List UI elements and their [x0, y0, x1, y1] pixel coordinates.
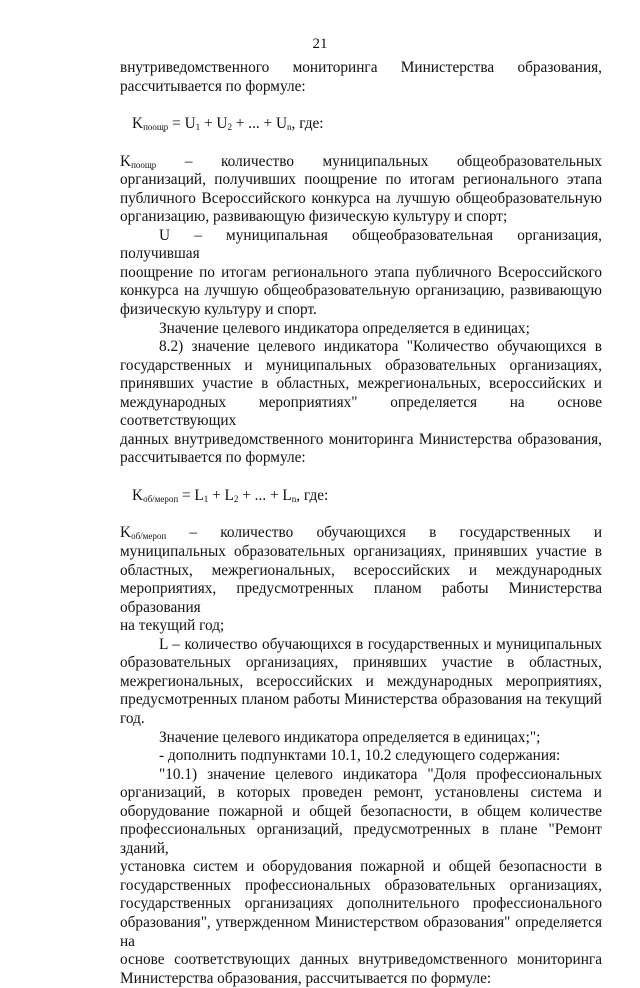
- formula-subscript: об/мероп: [143, 493, 179, 504]
- text-line: государственных профессиональных образовательных организациях,: [120, 876, 602, 894]
- text-line: межрегиональных, всероссийских и международных мероприятиях,: [120, 672, 602, 690]
- text-line: принявших участие в областных, межрегиональных, всероссийских и: [120, 375, 602, 393]
- text-line: год.: [120, 709, 145, 727]
- text-line: на текущий год;: [120, 617, 225, 635]
- formula-symbol: K: [120, 524, 132, 542]
- formula-term: + ... + L: [238, 486, 292, 504]
- text-line: организаций, в которых проведен ремонт, установлены система и: [120, 784, 602, 802]
- text-line: [120, 153, 602, 172]
- text-line: муниципальных образовательных организациях, принявших участие в: [120, 543, 602, 561]
- definition-l: [120, 636, 602, 729]
- text-line: предусмотренных планом работы Министерства образования на текущий: [120, 691, 602, 709]
- definition-k-ob-merop: [120, 524, 602, 635]
- text-line: государственных и муниципальных образовательных организациях,: [120, 356, 602, 374]
- formula-symbol: K: [132, 115, 144, 133]
- formula-subscript: поощр: [143, 122, 169, 133]
- formula-k-ob-merop: [120, 487, 602, 506]
- formula-symbol: K: [132, 486, 144, 504]
- paragraph-8-2: [120, 338, 602, 468]
- text-line: рассчитывается по формуле:: [120, 449, 306, 467]
- text-line: оборудование пожарной и общей безопасности, в общем количестве: [120, 802, 602, 820]
- text-line: профессиональных организаций, предусмотренных в плане "Ремонт зданий,: [120, 821, 602, 857]
- indicator-units-note: Значение целевого индикатора определяется в единицах;";: [159, 728, 541, 746]
- text-line: образования", утвержденном Министерством образования" определяется на: [120, 913, 602, 950]
- indicator-units-note: Значение целевого индикатора определяется в единицах;: [159, 319, 530, 337]
- text-line: U – муниципальная общеобразовательная организация, получившая: [120, 226, 602, 263]
- formula-term: = L: [178, 486, 204, 504]
- formula-term: + L: [208, 486, 234, 504]
- text-line: 8.2) значение целевого индикатора "Количество обучающихся в: [159, 338, 602, 356]
- text-line: Министерства образования, рассчитывается по формуле:: [120, 969, 492, 987]
- formula-term: , где:: [296, 486, 329, 504]
- amendment-line: - дополнить подпунктами 10.1, 10.2 следующего содержания:: [159, 747, 561, 765]
- text-line: образовательных организациях, принявших участие в областных,: [120, 654, 602, 672]
- text-line: физическую культуру и спорт.: [120, 301, 317, 319]
- text-line: государственных организациях дополнительного профессионального: [120, 895, 602, 913]
- text-line: поощрение по итогам регионального этапа публичного Всероссийского: [120, 263, 602, 281]
- formula-subscript: об/мероп: [131, 531, 167, 542]
- formula-subscript: поощр: [131, 159, 157, 170]
- formula-subscript: 1: [195, 122, 201, 133]
- text-line: публичного Всероссийского конкурса на лучшую общеобразовательную: [120, 189, 602, 207]
- page-number: 21: [312, 36, 328, 52]
- formula-symbol: K: [120, 152, 132, 170]
- text-line: рассчитывается по формуле:: [120, 77, 306, 95]
- document-body: [120, 59, 602, 988]
- formula-subscript: 2: [233, 493, 239, 504]
- text-line: установка систем и оборудования пожарной и общей безопасности в: [120, 858, 602, 876]
- text-line: [120, 524, 602, 543]
- formula-subscript: n: [287, 122, 292, 133]
- text-fragment: – количество обучающихся в государственных и: [166, 524, 602, 542]
- text-line: мероприятиях, предусмотренных планом работы Министерства образования: [120, 580, 602, 616]
- formula-term: + ... + U: [231, 115, 288, 133]
- text-line: внутриведомственного мониторинга Министерства образования,: [120, 59, 602, 76]
- paragraph-10-1: [120, 766, 602, 988]
- text-line: данных внутриведомственного мониторинга Министерства образования,: [120, 430, 602, 448]
- formula-term: + U: [200, 115, 228, 133]
- formula-k-pooshchr: [120, 115, 602, 134]
- formula-subscript: n: [291, 493, 297, 504]
- definition-k-pooshchr: [120, 153, 602, 227]
- formula-subscript: 1: [203, 493, 209, 504]
- formula-term: = U: [168, 115, 196, 133]
- text-fragment: – количество муниципальных общеобразовательных: [156, 152, 602, 170]
- text-line: организаций, получивших поощрение по итогам регионального этапа: [120, 171, 602, 189]
- text-line: конкурса на лучшую общеобразовательную организацию, развивающую: [120, 282, 602, 300]
- text-line: "10.1) значение целевого индикатора "Доля профессиональных: [159, 765, 602, 783]
- paragraph-intro: [120, 59, 602, 96]
- definition-u: [120, 227, 602, 320]
- text-line: международных мероприятиях" определяется на основе соответствующих: [120, 393, 602, 430]
- formula-term: , где:: [291, 115, 324, 133]
- text-line: областных, межрегиональных, всероссийских и международных: [120, 561, 602, 579]
- text-line: организацию, развивающую физическую культуру и спорт;: [120, 208, 508, 226]
- text-line: основе соответствующих данных внутриведомственного мониторинга: [120, 951, 602, 969]
- formula-subscript: 2: [227, 122, 232, 133]
- text-line: L – количество обучающихся в государственных и муниципальных: [159, 635, 602, 653]
